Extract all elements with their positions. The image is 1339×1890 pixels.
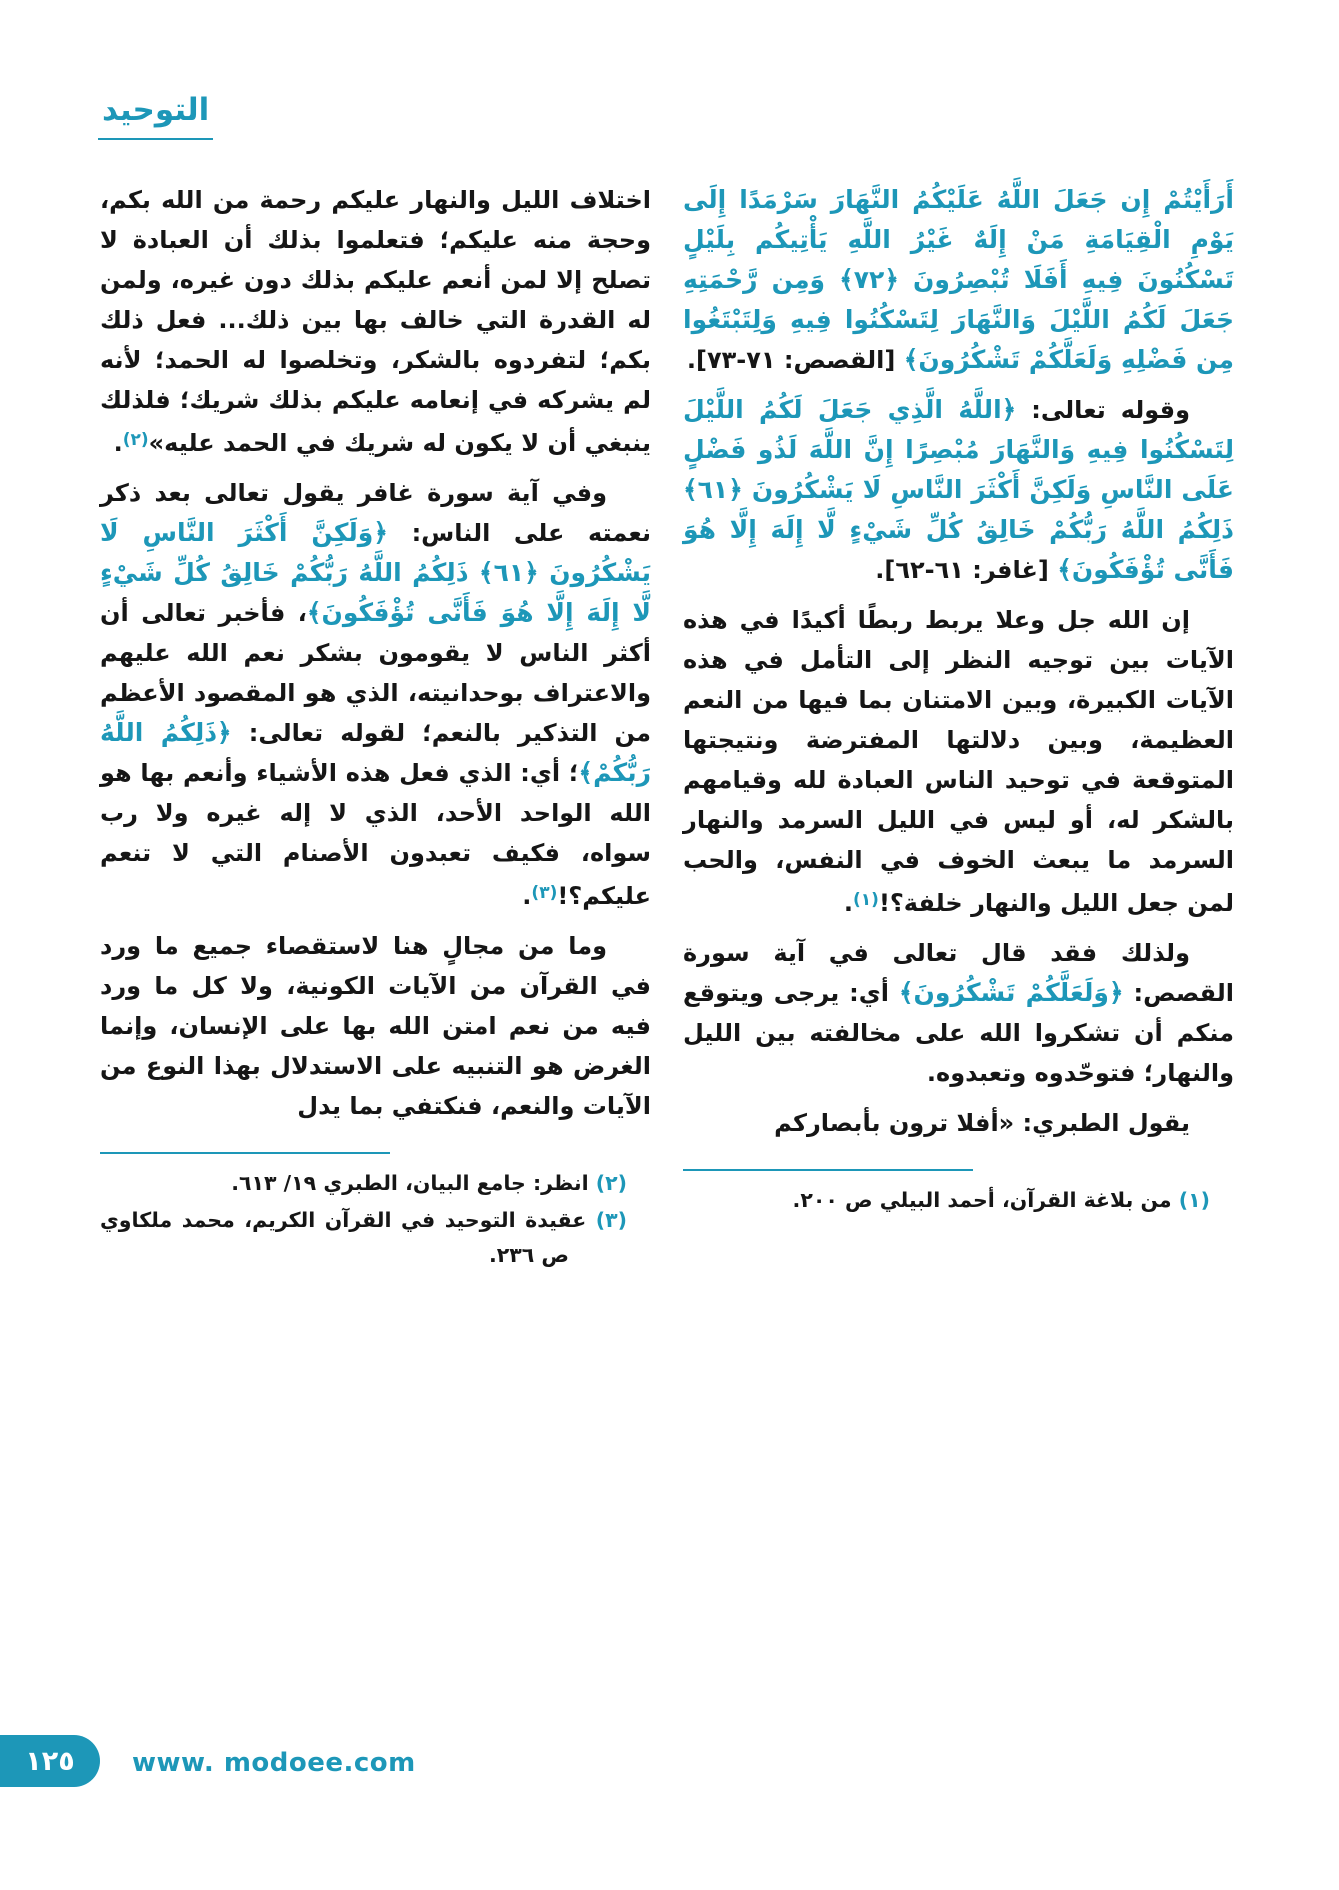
- footnote-number: (٢): [595, 1171, 627, 1195]
- chapter-title: التوحيد: [98, 92, 213, 140]
- body-text: [القصص: ٧١-٧٣].: [686, 346, 904, 374]
- footnote-ref: (٢): [122, 430, 149, 450]
- footnote-number: (٣): [595, 1208, 627, 1232]
- body-text: .: [113, 429, 123, 457]
- footnote-number: (١): [1178, 1188, 1210, 1212]
- website-url: www. modoee.com: [132, 1748, 416, 1778]
- column-left: [100, 180, 651, 1275]
- footnote-text: انظر: جامع البيان، الطبري ١٩/ ٦١٣.: [231, 1171, 596, 1195]
- body-text: اختلاف الليل والنهار عليكم رحمة من الله بكم، وحجة منه عليكم؛ فتعلموا بذلك أن العبادة لا تصلح إلا لمن أنعم عليكم بذلك دون غيره، ولمن له القدرة التي خالف بها بين ذلك... فعل ذلك بكم؛ لتفردوه بالشكر، وتخلصوا له الحمد؛ لأنه لم يشركه في إنعامه عليكم بذلك شريك؛ فلذلك ينبغي أن لا يكون له شريك في الحمد عليه»: [100, 186, 651, 457]
- body-text: يقول الطبري: «أفلا ترون بأبصاركم: [774, 1109, 1190, 1137]
- body-text: وما من مجالٍ هنا لاستقصاء جميع ما ورد في القرآن من الآيات الكونية، ولا كل ما ورد فيه من نعم امتن الله بها على الإنسان، وإنما الغرض هو التنبيه على الاستدلال بهذا النوع من الآيات والنعم، فنكتفي بما يدل: [100, 932, 651, 1120]
- body-text: .: [843, 889, 853, 917]
- footnotes-right: [683, 1169, 1234, 1218]
- footnote-item: [100, 1166, 627, 1201]
- quran-verse: ﴿وَلَعَلَّكُمْ تَشْكُرُونَ﴾: [898, 978, 1124, 1007]
- quran-verse: أَرَأَيْتُمْ إِن جَعَلَ اللَّهُ عَلَيْكُمُ النَّهَارَ سَرْمَدًا إِلَى يَوْمِ الْقِيَامَةِ مَنْ إِلَهٌ غَيْرُ اللَّهِ يَأْتِيكُم بِلَيْلٍ تَسْكُنُونَ فِيهِ أَفَلَا تُبْصِرُونَ ﴿٧٢﴾ وَمِن رَّحْمَتِهِ جَعَلَ لَكُمُ اللَّيْلَ وَالنَّهَارَ لِتَسْكُنُوا فِيهِ وَلِتَبْتَغُوا مِن فَضْلِهِ وَلَعَلَّكُمْ تَشْكُرُونَ﴾: [683, 185, 1235, 374]
- body-text: .: [522, 882, 532, 910]
- body-text: وفي آية سورة غافر يقول تعالى بعد ذكر نعمته على الناس:: [100, 479, 651, 547]
- column-right: [683, 180, 1234, 1220]
- body-text: وقوله تعالى:: [1016, 396, 1190, 424]
- body-text: [غافر: ٦١-٦٢].: [875, 556, 1058, 584]
- footnote-ref: (١): [852, 890, 879, 910]
- body-text: إن الله جل وعلا يربط ربطًا أكيدًا في هذه الآيات بين توجيه النظر إلى التأمل في هذه الآيات الكبيرة، وبين الامتنان بما فيها من النعم العظيمة، وبين دلالتها المفترضة ونتيجتها المتوقعة في توحيد الناس العبادة لله وقيامهم بالشكر له، أو ليس في الليل السرمد والنهار السرمد ما يبعث الخوف في النفس، والحب لمن جعل الليل والنهار خلفة؟!: [683, 606, 1234, 917]
- verse-al-qasas: [683, 180, 1234, 380]
- paragraph-commentary-2: [683, 933, 1234, 1093]
- footnote-text: عقيدة التوحيد في القرآن الكريم، محمد ملكاوي ص ٢٣٦.: [100, 1208, 596, 1267]
- text-columns: [100, 180, 1234, 1275]
- paragraph-tabari-quote: [100, 180, 651, 463]
- body-text: ؛ أي: الذي فعل هذه الأشياء وأنعم بها هو الله الواحد الأحد، الذي لا إله غيره ولا رب سواه، فكيف تعبدون الأصنام التي لا تنعم عليكم؟!: [100, 759, 651, 910]
- footnotes-left: [100, 1152, 651, 1273]
- page-number-badge: [0, 1735, 100, 1787]
- footnote-separator: [100, 1152, 390, 1154]
- footnote-item: [683, 1183, 1210, 1218]
- body-text: ولذلك فقد قال تعالى في آية سورة القصص:: [683, 939, 1234, 1007]
- footnote-text: من بلاغة القرآن، أحمد البيلي ص ٢٠٠.: [792, 1188, 1179, 1212]
- paragraph-tabari-intro: [683, 1103, 1234, 1143]
- paragraph-commentary-1: [683, 600, 1234, 923]
- paragraph-ghafir-commentary: [100, 473, 651, 916]
- body-text: ، فأخبر تعالى أن أكثر الناس لا يقومون بشكر نعم الله عليهم والاعتراف بوحدانيته، الذي هو المقصود الأعظم من التذكير بالنعم؛ لقوله تعالى:: [100, 599, 651, 747]
- page-number: ١٢٥: [25, 1745, 75, 1777]
- verse-ghafir: [683, 390, 1234, 590]
- footnote-separator: [683, 1169, 973, 1171]
- body-text: أي: يرجى ويتوقع منكم أن تشكروا الله على مخالفته بين الليل والنهار؛ فتوحّدوه وتعبدوه.: [683, 979, 1234, 1087]
- quran-verse: ﴿اللَّهُ الَّذِي جَعَلَ لَكُمُ اللَّيْلَ لِتَسْكُنُوا فِيهِ وَالنَّهَارَ مُبْصِرًا إِنَّ اللَّهَ لَذُو فَضْلٍ عَلَى النَّاسِ وَلَكِنَّ أَكْثَرَ النَّاسِ لَا يَشْكُرُونَ ﴿٦١﴾ ذَلِكُمُ اللَّهُ رَبُّكُمْ خَالِقُ كُلِّ شَيْءٍ لَّا إِلَهَ إِلَّا هُوَ فَأَنَّى تُؤْفَكُونَ﴾: [683, 395, 1234, 584]
- footnote-ref: (٣): [531, 883, 558, 903]
- paragraph-conclusion: [100, 926, 651, 1126]
- footnote-item: [100, 1203, 627, 1273]
- quran-verse: ﴿ذَلِكُمُ اللَّهُ رَبُّكُمْ﴾: [100, 718, 651, 787]
- quran-verse: ﴿وَلَكِنَّ أَكْثَرَ النَّاسِ لَا يَشْكُرُونَ ﴿٦١﴾ ذَلِكُمُ اللَّهُ رَبُّكُمْ خَالِقُ كُلِّ شَيْءٍ لَّا إِلَهَ إِلَّا هُوَ فَأَنَّى تُؤْفَكُونَ﴾: [100, 518, 651, 627]
- running-head: [98, 92, 213, 140]
